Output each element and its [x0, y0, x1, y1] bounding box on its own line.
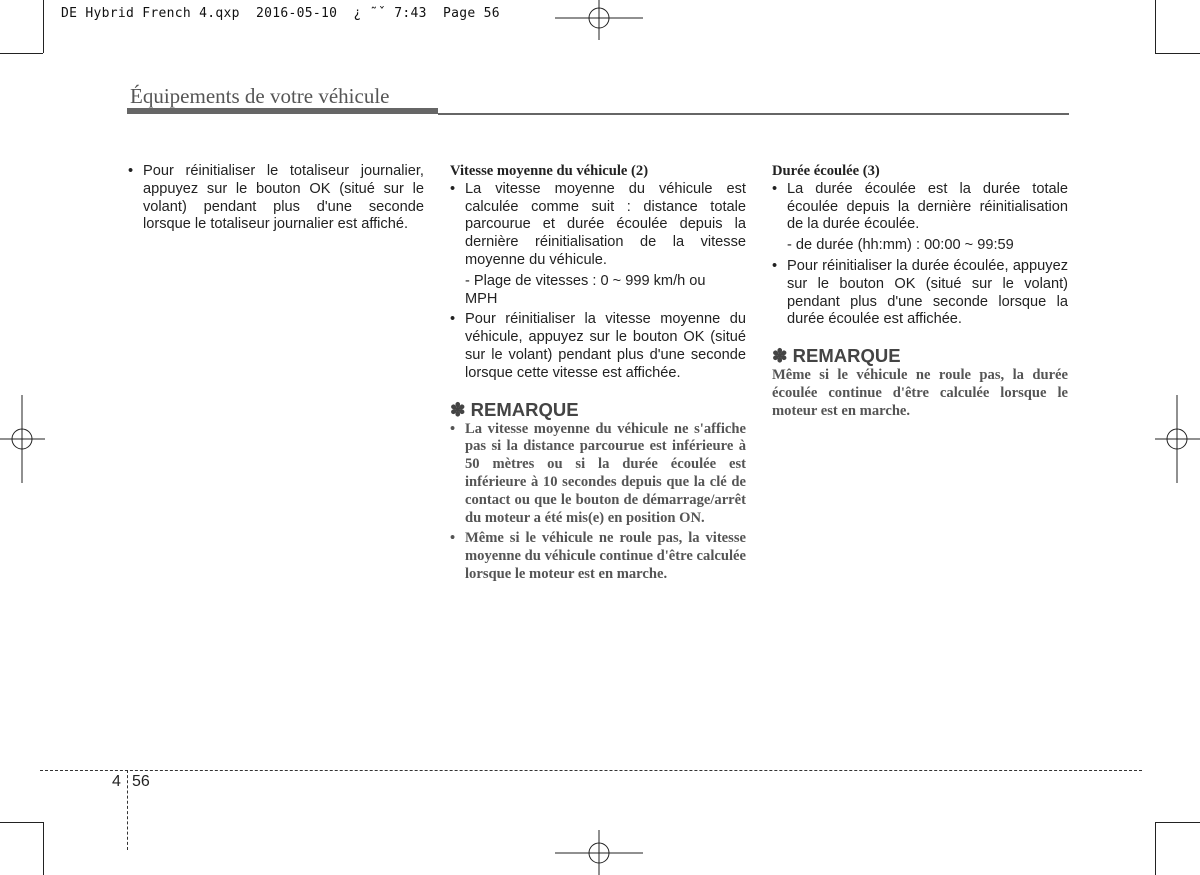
footer-rule [40, 770, 1142, 771]
registration-mark-bottom [555, 830, 643, 875]
crop-mark [1155, 0, 1156, 53]
registration-mark-right [1155, 395, 1200, 483]
list-item: • Pour réinitialiser la durée écoulée, appuyez sur le bouton OK (situé sur le volant) pendant plus d'une seconde lorsque la durée écoulée est affichée. [772, 258, 1068, 329]
note-title: ✽ REMARQUE [772, 345, 901, 367]
crop-mark [0, 822, 43, 823]
page-number: 56 [132, 773, 150, 790]
list-subitem: MPH [465, 290, 498, 307]
slug-line: DE Hybrid French 4.qxp 2016-05-10 ¿ ˜ˇ 7:43 Page 56 [61, 6, 500, 21]
column-1 [128, 163, 424, 234]
crop-mark [1155, 53, 1200, 54]
list-subitem: - Plage de vitesses : 0 ~ 999 km/h ou [465, 272, 706, 289]
note-title: ✽ REMARQUE [450, 398, 579, 420]
title-rule [438, 113, 1069, 115]
crop-mark [1155, 822, 1200, 823]
list-subitem: - de durée (hh:mm) : 00:00 ~ 99:59 [787, 237, 1014, 254]
crop-mark [43, 822, 44, 875]
note-item: • La vitesse moyenne du véhicule ne s'affiche pas si la distance parcourue est inférieure à 50 mètres ou si la durée écoulée est inférieure à 10 secondes depuis que la clé de contact ou que le bouton de démarrage/arrêt du moteur a été mis(e) en position ON. [450, 421, 746, 528]
crop-mark [1155, 822, 1156, 875]
note-item: • Même si le véhicule ne roule pas, la vitesse moyenne du véhicule continue d'être calculée lorsque le moteur est en marche. [450, 530, 746, 583]
list-item: • La vitesse moyenne du véhicule est calculée comme suit : distance totale parcourue et durée écoulée depuis la dernière réinitialisation de la vitesse moyenne du véhicule. [450, 181, 746, 270]
subsection-heading: Durée écoulée (3) [772, 163, 880, 179]
registration-mark-top [555, 0, 643, 40]
subsection-heading: Vitesse moyenne du véhicule (2) [450, 163, 649, 179]
registration-mark-left [0, 395, 45, 483]
page-title: Équipements de votre véhicule [130, 84, 390, 108]
chapter-number: 4 [112, 773, 121, 790]
title-bar [127, 108, 438, 114]
crop-mark [43, 0, 44, 53]
column-2 [450, 163, 746, 584]
list-item: • Pour réinitialiser le totaliseur journalier, appuyez sur le bouton OK (situé sur le volant) pendant plus d'une seconde lorsque le totaliseur journalier est affiché. [128, 163, 424, 234]
note-body: Même si le véhicule ne roule pas, la durée écoulée continue d'être calculée lorsque le moteur est en marche. [772, 367, 1068, 419]
column-3 [772, 163, 1068, 421]
list-item: • La durée écoulée est la durée totale écoulée depuis la dernière réinitialisation de la durée écoulée. [772, 181, 1068, 234]
list-item: • Pour réinitialiser la vitesse moyenne du véhicule, appuyez sur le bouton OK (situé sur le volant) pendant plus d'une seconde lorsque cette vitesse est affichée. [450, 311, 746, 382]
crop-mark [0, 53, 43, 54]
footer-divider [127, 770, 128, 850]
